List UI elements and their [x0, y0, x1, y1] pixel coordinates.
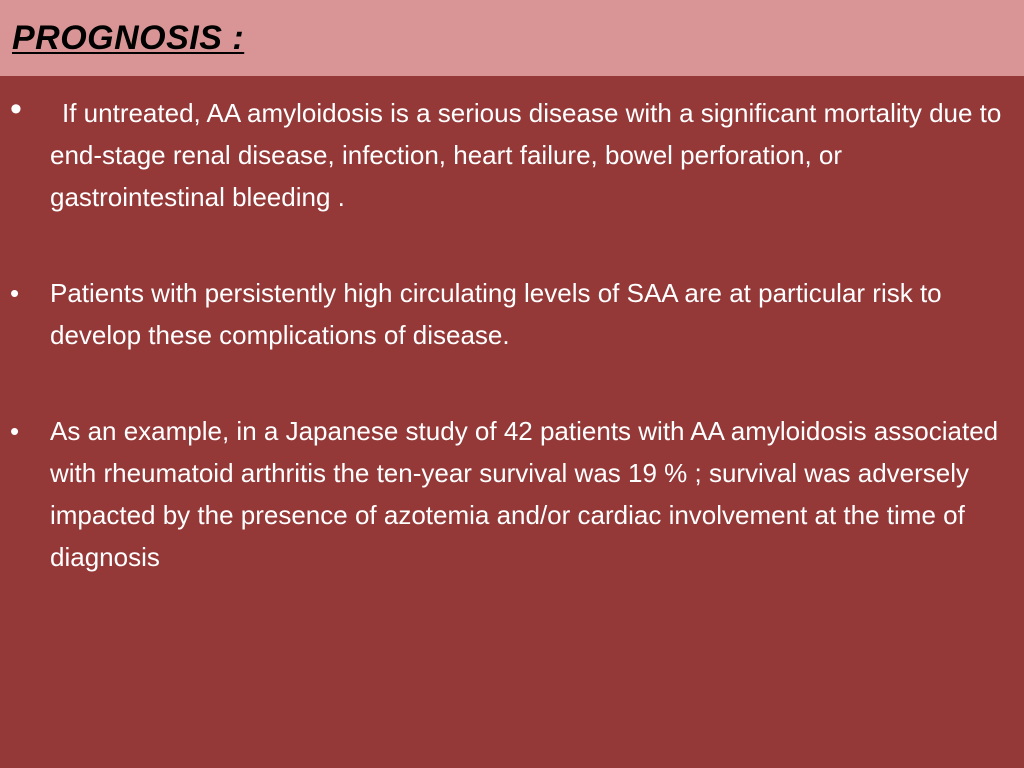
bullet-text: If untreated, AA amyloidosis is a serious disease with a significant mortality due to end-stage renal disease, infection, heart failure, bowel perforation, or gastrointestinal bleeding . [50, 98, 1002, 212]
slide-title: PROGNOSIS : [12, 19, 245, 57]
bullet-item-saa-risk [0, 272, 1024, 356]
title-bar [0, 0, 1024, 76]
bullet-icon: • [10, 416, 20, 446]
bullet-icon: • [10, 278, 20, 308]
bullet-text: As an example, in a Japanese study of 42 patients with AA amyloidosis associated with rheumatoid arthritis the ten-year survival was 19 % ; survival was adversely impacted by the presence of azotemia and/or cardiac involvement at the time of diagnosis [50, 416, 999, 572]
bullet-item-japanese-study [0, 410, 1024, 578]
bullet-icon: • [10, 90, 22, 128]
bullet-list [0, 92, 1024, 578]
bullet-text: Patients with persistently high circulating levels of SAA are at particular risk to develop these complications of disease. [50, 278, 942, 350]
bullet-item-untreated-mortality [0, 92, 1024, 218]
